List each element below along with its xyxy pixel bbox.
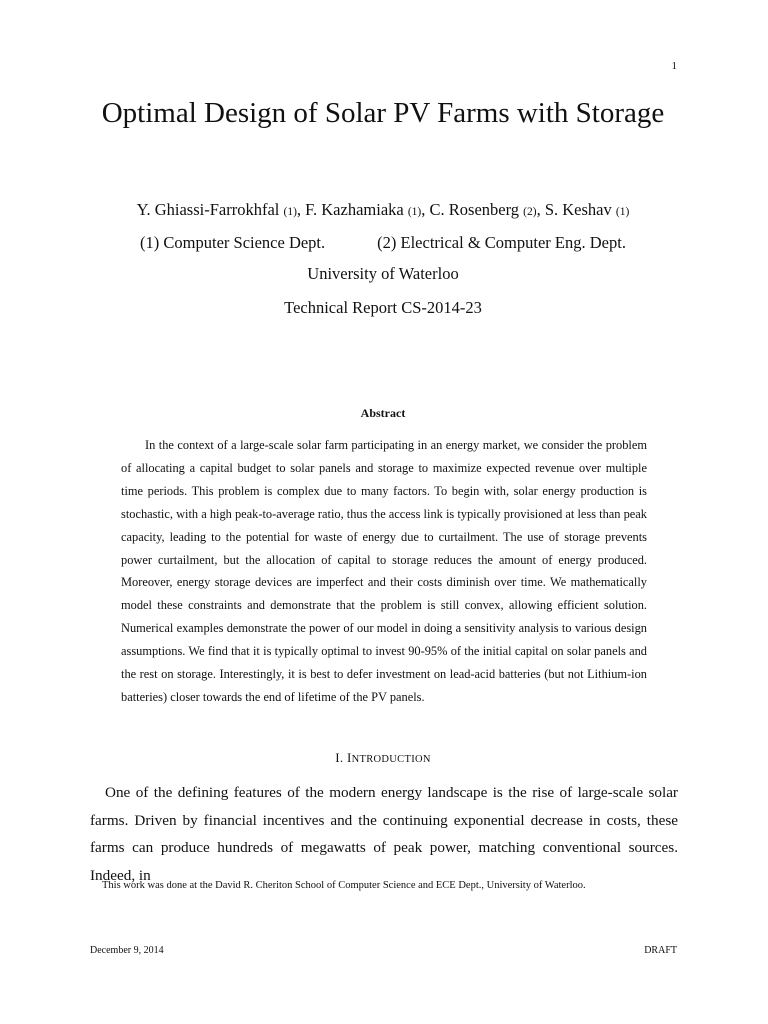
author-name: F. Kazhamiaka — [305, 200, 404, 219]
author-name: S. Keshav — [544, 200, 612, 219]
author-affiliation: (1) — [283, 206, 297, 218]
section-heading — [60, 750, 706, 766]
author-list — [60, 200, 706, 220]
abstract-heading: Abstract — [360, 406, 406, 420]
author-separator: , — [536, 200, 545, 219]
author-name: Y. Ghiassi-Farrokhfal — [136, 200, 280, 219]
section-numeral: I. — [335, 750, 344, 765]
author-separator: , — [296, 200, 306, 219]
department-1: (1) Computer Science Dept. — [140, 233, 326, 252]
author-affiliation: (1) — [407, 206, 422, 218]
department-2: (2) Electrical & Computer Eng. Dept. — [377, 233, 626, 252]
author-affiliation: (1) — [615, 206, 630, 218]
footer-date: December 9, 2014 — [90, 945, 164, 956]
author-name: C. Rosenberg — [429, 200, 520, 219]
department-list — [60, 233, 706, 253]
page-number: 1 — [671, 60, 677, 72]
footer-draft: DRAFT — [644, 945, 677, 956]
abstract-text: In the context of a large-scale solar farm participating in an energy market, we consider the problem of allocating a capital budget to solar panels and storage to maximize expected revenue over multiple time periods. This problem is complex due to many factors. To begin with, solar energy production is stochastic, with a high peak-to-average ratio, thus the access link is typically provisioned at less than peak capacity, leading to the potential for waste of energy due to curtailment. The use of storage prevents power curtailment, but the allocation of capital to storage reduces the amount of energy produced. Moreover, energy storage devices are imperfect and their costs diminish over time. We mathematically model these constraints and demonstrate that the problem is still convex, allowing efficient solution. Numerical examples demonstrate the power of our model in doing a sensitivity analysis to various design assumptions. We find that it is typically optimal to invest 90-95% of the initial capital on solar panels and the rest on storage. Interestingly, it is best to defer investment on lead-acid batteries (but not Lithium-ion batteries) closer towards the end of lifetime of the PV panels. — [121, 438, 647, 704]
section-initial: I — [346, 750, 352, 765]
author-separator: , — [421, 200, 430, 219]
section-title-rest: NTRODUCTION — [351, 754, 431, 765]
university: University of Waterloo — [307, 264, 459, 283]
paper-title: Optimal Design of Solar PV Farms with Storage — [101, 97, 665, 129]
introduction-text: One of the defining features of the modern energy landscape is the rise of large-scale solar farms. Driven by financial incentives and the continuing exponential decrease in costs, these farms can produce hundreds of megawatts of peak power, matching conventional sources. Indeed, in — [90, 784, 678, 884]
footnote: This work was done at the David R. Cheriton School of Computer Science and ECE Dept., University of Waterloo. — [102, 880, 586, 891]
report-number: Technical Report CS-2014-23 — [284, 298, 482, 317]
author-affiliation: (2) — [523, 206, 537, 218]
